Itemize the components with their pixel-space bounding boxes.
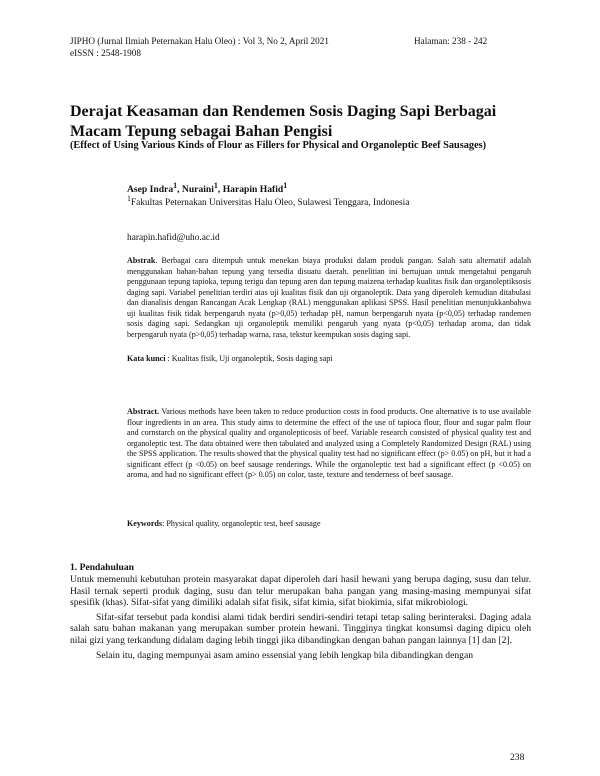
intro-paragraph-2: Sifat-sifat tersebut pada kondisi alami tidak berdiri sendiri-sendiri tetapi tetap saling berinteraksi. Daging adala salah satu bahan makanan yang merupakan sumber protein hewani. Tingginya tingkat konsumsi daging dipicu oleh nilai gizi yang terkandung didalam daging lebih tinggi jika dibandingkan dengan bahan pangan lainnya [1] dan [2]. [70,611,531,646]
affiliation-text: Fakultas Peternakan Universitas Halu Oleo, Sulawesi Tenggara, Indonesia [130,198,410,209]
affiliation-mark: 1 [127,194,131,203]
author-separator: , [217,184,223,196]
running-header [70,35,540,59]
author-name: Asep Indra [127,184,174,196]
author-name: Nuraini [181,184,214,196]
abstract-text: Various methods have been taken to reduce production costs in food products. One alternative is to use available flour ingredients in an area. This study aims to determine the effect of the use of tapioca flour, flour and sugar palm flour and cornstarch on the physical quality and organolepticosis of beef. Variable research consisted of physical quality test and organoleptic test. The data obtained were then tabulated and analyzed using a Completely Randomized Design (RAL) using the SPSS application. The results showed that the physical quality test had no significant effect (p> 0.05) on pH, but it had a significant effect (p <0.05) on beef sausage renderings. While the organoleptic test had a significant effect (p <0.05) on aroma, and had no significant effect (p> 0.05) on color, taste, texture and tenderness of beef sausage. [127,407,531,480]
intro-paragraph-3: Selain itu, daging mempunyai asam amino essensial yang lebih lengkap bila dibandingkan dengan [96,649,473,661]
page-number: 238 [510,752,525,763]
author-affiliation-mark: 1 [173,181,178,190]
author-separator: , [177,184,182,196]
abstract-paragraph [127,407,531,481]
author-affiliation-mark: 1 [283,181,288,190]
page-range: Halaman: 238 - 242 [414,36,488,46]
author-name: Harapin Hafid [222,184,284,196]
kata-kunci-label: Kata kunci [127,354,166,363]
abstrak-paragraph [127,256,531,340]
section-heading: 1. Pendahuluan [70,562,134,573]
kata-kunci [127,354,531,365]
intro-body [70,574,531,661]
keywords-text: : Physical quality, organoleptic test, beef sausage [162,519,321,528]
abstrak-text: . Berbagai cara ditempuh untuk menekan biaya produksi dalam produk pangan. Salah satu alternatif adalah menggunakan bahan-bahan tepung yang tersedia disuatu daerah. penelitian ini bertujuan untuk mengetahui pengaruh penggunaan tepung tapioka, tepung terigu dan tepung aren dan tepung maizena terhadap kualitas fisik dan organoleptiksosis daging sapi. Variabel penelitian terdiri atas uji kualitas fisik dan uji organoleptik. Data yang diperoleh kemudian ditabulasi dan dianalisis dengan Rancangan Acak Lengkap (RAL) menggunakan aplikasi SPSS. Hasil penelitian menunjukkanbahwa uji kualitas fisik tidak berpengaruh nyata (p>0,05) terhadap pH, namun berpengaruh nyata (p<0,05) terhadap randemen sosis daging sapi. Sedangkan uji organoleptik memiliki pengaruh yang nyata (p<0,05) terhadap aroma, dan tidak berpengaruh nyata (p>0,05) terhadap warna, rasa, tekstur keempukan sosis daging sapi. [127,256,531,339]
keywords [127,519,531,530]
journal-citation: JIPHO (Jurnal Ilmiah Peternakan Halu Oleo) : Vol 3, No 2, April 2021 [70,36,329,46]
kata-kunci-text: : Kualitas fisik, Uji organoleptik, Sosis daging sapi [165,354,333,363]
article-title: Derajat Keasaman dan Rendemen Sosis Daging Sapi Berbagai Macam Tepung sebagai Bahan Pengisi [70,103,497,140]
eissn: eISSN : 2548-1908 [70,48,141,58]
affiliation [127,194,409,208]
article-subtitle: (Effect of Using Various Kinds of Flour as Fillers for Physical and Organoleptic Beef Sausages) [70,140,487,151]
abstrak-label: Abstrak [127,256,156,265]
author-affiliation-mark: 1 [213,181,218,190]
intro-paragraph-1: Untuk memenuhi kebutuhan protein masyarakat dapat diperoleh dari hasil hewani yang berupa daging, susu dan telur. Hasil ternak seperti produk daging, susu dan telur merupakan baha pangan yang masing-masing mempunyai sifat spesifik (khas). Sifat-sifat yang dimiliki adalah sifat fisik, sifat kimia, sifat biokimia, sifat mikrobiologi. [70,574,531,609]
corresponding-email: harapin.hafid@uho.ac.id [127,233,220,243]
abstract-label: Abstract. [127,407,160,416]
keywords-label: Keywords [127,519,163,528]
